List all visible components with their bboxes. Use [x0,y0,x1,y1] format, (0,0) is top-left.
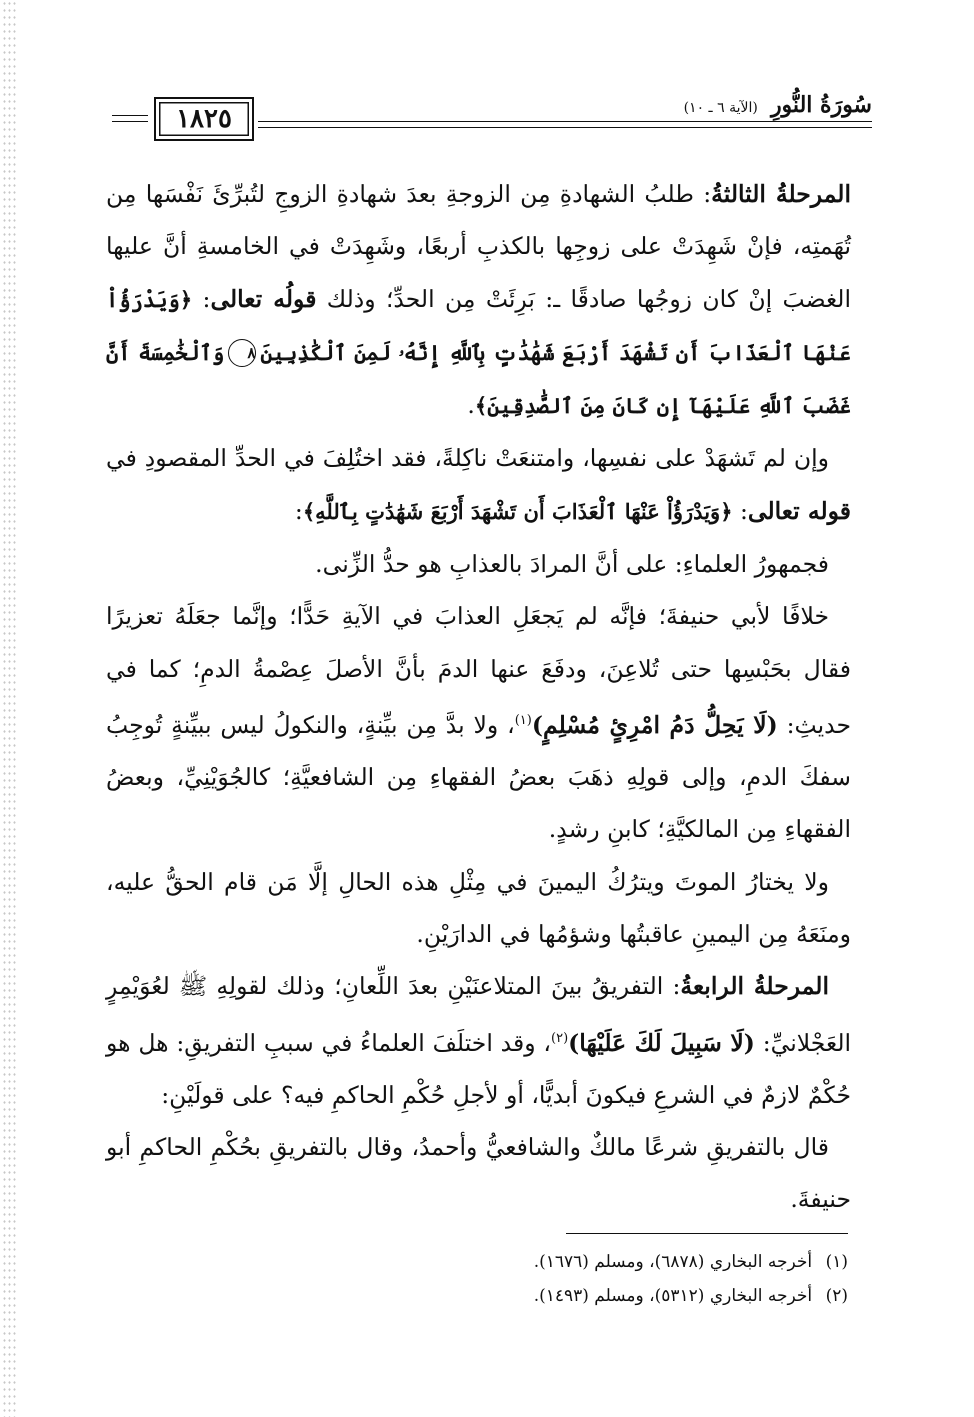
footnotes [400,1245,848,1313]
hadith-quote: (لَا يَحِلُّ دَمُ امْرِئٍ مُسْلِمٍ) [531,710,778,739]
paragraph [106,168,851,432]
header-rule-left-bottom [112,121,148,122]
text-run: وإن لم تَشهَدْ على نفسِها، وامتنعَتْ ناكِلةً، فقد اختُلِفَ في الحدِّ المقصودِ في [106,444,829,473]
paragraph [106,856,851,961]
footnote-2 [400,1279,848,1313]
ayah-marker: ٨ [228,339,256,367]
text-run: : طلبُ الشهادةِ مِن الزوجةِ بعدَ شهادةِ الزوجِ لتُبرِّئَ نَفْسَها مِن تُهَمتِه، فإنْ شَهِدَتْ على زوجِها بالكذبِ أربعًا، وشَهِدَتْ في الخامسةِ أنَّ عليها الغضبَ إنْ كان زوجُها صادقًا ـ: بَرِئَتْ مِن الحدِّ؛ وذلك [106,180,852,313]
footnote-ref: (١) [514,712,532,728]
ayah-range: (الآية ٦ ـ ١٠) [683,100,758,116]
page-number-box [154,97,254,141]
text-run: : [294,496,303,525]
footnote-number: (٢) [825,1286,848,1306]
hadith-quote: (لَا سَبِيلَ لَكَ عَلَيْهَا) [568,1028,755,1057]
surah-title: سُورَةُ النُّورِ [770,92,872,118]
text-run: فجمهورُ العلماءِ: على أنَّ المرادَ بالعذابِ هو حدُّ الزِّنى. [315,550,829,579]
footnote-text: أخرجه البخاري (٦٨٧٨)، ومسلم (١٦٧٦). [533,1252,813,1272]
bold-heading: قوله تعالى [747,496,851,525]
bold-heading: المرحلةُ الرابعةُ [680,972,829,1001]
binding-edge [2,0,16,1417]
header-rule-right-top [258,121,872,122]
bold-heading: قولُه تعالى [210,284,317,313]
text-run: ولا يختارُ الموتَ ويترُكُ اليمينَ في مِثْلِ هذه الحالِ إلَّا مَن قام الحقُّ عليه، ومنَعَهُ مِن اليمينِ عاقبتُها وشؤمُها في الدارَيْنِ. [106,867,851,948]
text-run: ، وقد اختلَفَ العلماءُ في سببِ التفريقِ: هل هو حُكْمٌ لازمٌ في الشرعِ فيكونَ أبديًّا، أو لأجلِ حُكْمِ الحاكمِ فيه؟ على قولَيْنِ: [106,1028,851,1109]
text-run: قال بالتفريقِ شرعًا مالكٌ والشافعيُّ وأحمدُ، وقال بالتفريقِ بحُكْمِ الحاكمِ أبو حنيفةَ. [106,1133,851,1214]
running-title [672,89,872,121]
page-number: ١٨٢٥ [176,104,232,134]
paragraph [106,590,851,855]
footnote-text: أخرجه البخاري (٥٣١٢)، ومسلم (١٤٩٣). [533,1286,813,1306]
footnote-separator [566,1233,848,1234]
quran-verse: وَٱلْخَٰمِسَةَ أَنَّ غَضَبَ ٱللَّهِ عَلَيْهَآ إِن كَانَ مِنَ ٱلصَّٰدِقِينَ﴾ [106,339,851,419]
header-rule-right-bottom [258,127,872,128]
header-rule-left-top [112,115,148,116]
paragraph [106,1121,851,1226]
paragraph [106,960,851,1121]
footnote-number: (١) [825,1252,848,1272]
text-run: . [467,391,475,420]
footnote-1 [400,1245,848,1279]
quran-verse: ﴿وَيَدْرَؤُاْ عَنْهَا ٱلْعَذَابَ أَن تَشْهَدَ أَرْبَعَ شَهَٰدَٰتٍ بِٱللَّهِ إِنَّهُۥ لَمِنَ ٱلْكَٰذِبِينَ [106,286,851,365]
text-run: ، ولا بدَّ مِن بيِّنةٍ، والنكولُ ليس ببيِّنةٍ تُوجِبُ سفكَ الدمِ، وإلى قولِهِ ذهَبَ بعضُ الفقهاءِ مِن الشافعيَّةِ؛ كالجُوَيْنِيِّ، وبعضُ الفقهاءِ مِن المالكيَّةِ؛ كابنِ رشدٍ. [106,710,851,844]
paragraph [106,538,851,590]
footnote-ref: (٢) [551,1030,569,1046]
text-run: : التفريقُ بينَ المتلاعنَيْنِ بعدَ اللِّعانِ؛ وذلك لقولِهِ ﷺ لعُوَيْمِرٍ العَجْلانيِّ: [106,972,852,1057]
bold-heading: المرحلةُ الثالثةُ [711,180,851,208]
text-run: خلافًا لأبي حنيفةَ؛ فإنَّه لم يَجعَلِ العذابَ في الآيةِ حَدًّا؛ وإنَّما جعَلَهُ تعزيرًا فقال بحَبْسِها حتى تُلاعِنَ، ودفَعَ عنها الدمَ بأنَّ الأصلَ عِصْمةُ الدمِ؛ كما في حديثِ: [106,602,851,739]
text-run: : [192,284,211,313]
page-header [112,92,872,143]
text-run: : [732,496,748,525]
quran-verse: ﴿وَيَدْرَؤُاْ عَنْهَا ٱلْعَذَابَ أَن تَشْهَدَ أَرْبَعَ شَهَٰدَٰتٍ بِٱللَّهِ﴾ [302,498,733,524]
body-text [106,168,851,1226]
paragraph [106,432,851,538]
